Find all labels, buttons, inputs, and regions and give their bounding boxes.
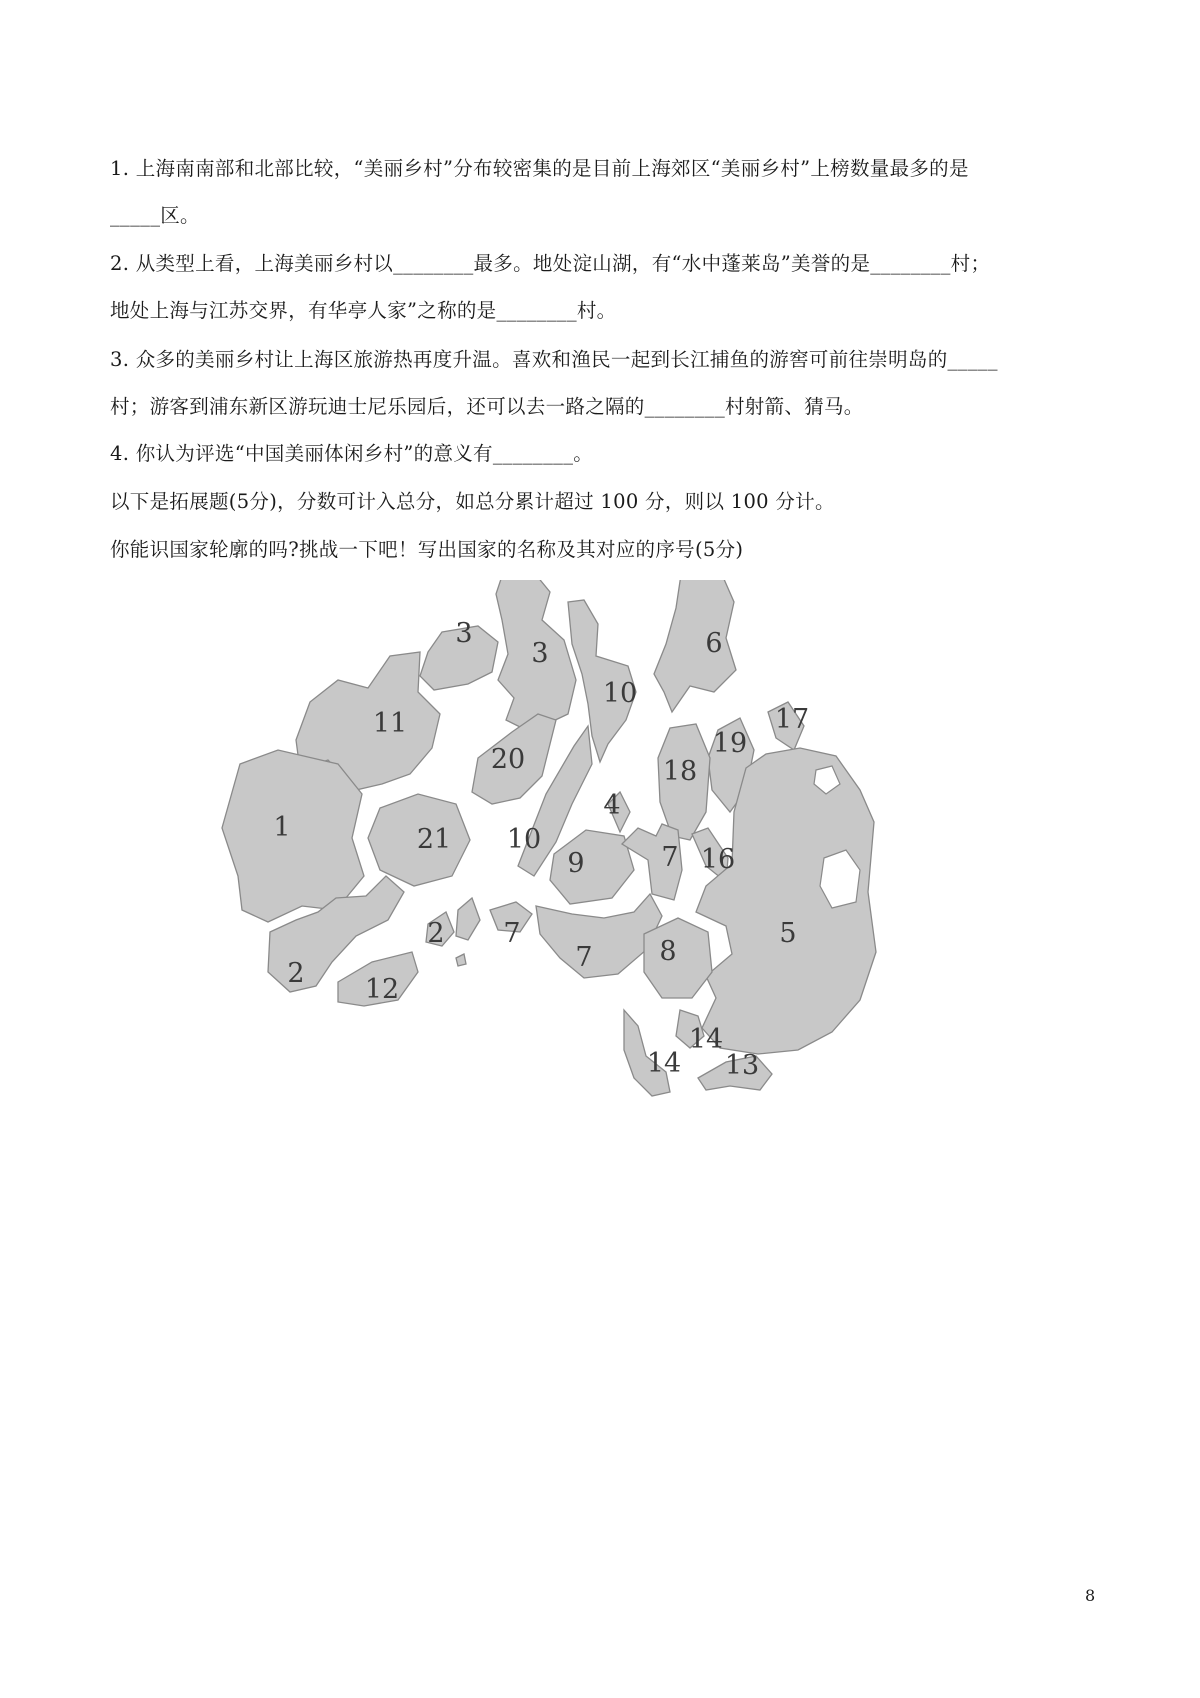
map-prompt: 你能识国家轮廓的吗?挑战一下吧！写出国家的名称及其对应的序号(5分) (110, 538, 744, 561)
question-3-line-2: 村；游客到浦东新区游玩迪士尼乐园后，还可以去一路之隔的________村射箭、猜马。 (110, 395, 864, 418)
page-number: 8 (1085, 1586, 1096, 1605)
map-label-9: 4 (603, 790, 621, 821)
map-label-11: 21 (416, 824, 452, 855)
map-label-2: 6 (705, 628, 723, 659)
map-label-0: 3 (455, 618, 473, 649)
country-shape-6 (654, 580, 736, 712)
country-outline-map (220, 580, 940, 1180)
country-shape-9 (550, 830, 634, 904)
question-1-line-1: 1. 上海南南部和北部比较，“美丽乡村”分布较密集的是目前上海郊区“美丽乡村”上榜数量最多的是 (110, 157, 969, 180)
map-label-17: 2 (427, 918, 445, 949)
country-shapes (222, 580, 876, 1096)
question-3-line-1: 3. 众多的美丽乡村让上海区旅游热再度升温。喜欢和渔民一起到长江捕鱼的游窖可前往崇明岛的_____ (110, 348, 998, 371)
map-label-24: 14 (688, 1024, 724, 1055)
map-label-16: 5 (779, 918, 797, 949)
map-label-3: 11 (372, 708, 408, 739)
country-shape-8 (644, 918, 712, 998)
country-outline-svg (220, 580, 940, 1180)
country-shape-7-south (536, 894, 662, 978)
question-2-line-2: 地处上海与江苏交界，有华亭人家”之称的是________村。 (110, 299, 617, 322)
map-label-19: 7 (503, 918, 521, 949)
map-label-22: 12 (364, 974, 400, 1005)
map-label-4: 10 (602, 678, 638, 709)
map-label-15: 16 (700, 844, 736, 875)
map-label-12: 10 (506, 824, 542, 855)
map-label-25: 13 (724, 1050, 760, 1081)
question-1-line-2: _____区。 (110, 204, 200, 227)
extension-note: 以下是拓展题(5分)，分数可计入总分，如总分累计超过 100 分，则以 100 分计。 (110, 490, 835, 513)
map-label-7: 20 (490, 744, 526, 775)
map-label-21: 8 (659, 936, 677, 967)
map-label-23: 14 (646, 1048, 682, 1079)
map-label-18: 2 (287, 958, 305, 989)
country-shape-1 (222, 750, 364, 922)
question-4: 4. 你认为评选“中国美丽体闲乡村”的意义有________。 (110, 442, 594, 465)
map-label-8: 18 (662, 756, 698, 787)
map-label-1: 3 (531, 638, 549, 669)
map-label-14: 7 (661, 842, 679, 873)
map-label-10: 1 (273, 812, 291, 843)
question-2-line-1: 2. 从类型上看，上海美丽乡村以________最多。地处淀山湖，有“水中蓬莱岛”美誉的是________村； (110, 252, 991, 275)
map-label-13: 9 (567, 848, 585, 879)
map-label-20: 7 (575, 942, 593, 973)
map-label-5: 17 (774, 704, 810, 735)
map-label-6: 19 (712, 728, 748, 759)
